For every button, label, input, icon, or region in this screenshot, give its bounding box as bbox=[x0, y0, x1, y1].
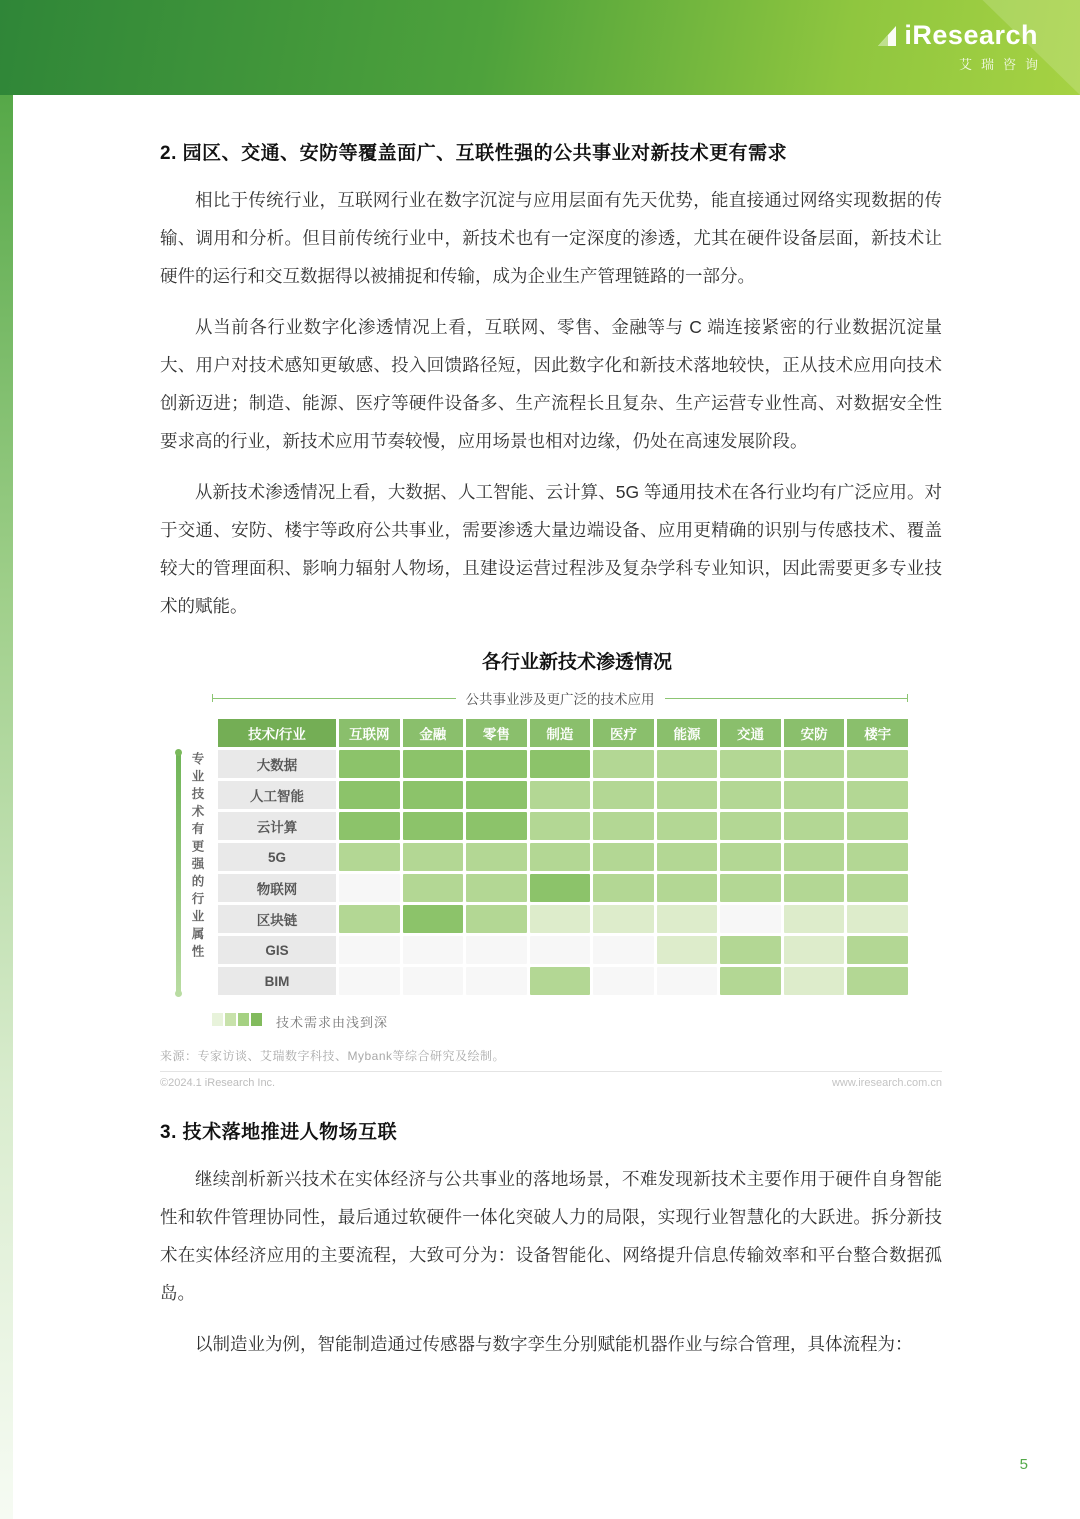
heatmap-cell bbox=[784, 781, 845, 809]
heatmap-row-header: 云计算 bbox=[218, 812, 336, 840]
heatmap-cell bbox=[720, 874, 781, 902]
heatmap-cell bbox=[403, 812, 464, 840]
heatmap-cell bbox=[593, 843, 654, 871]
heatmap-cell bbox=[593, 812, 654, 840]
heatmap-cell bbox=[720, 812, 781, 840]
heatmap-cell bbox=[339, 812, 400, 840]
heatmap-cell bbox=[530, 936, 591, 964]
heatmap-cell bbox=[784, 843, 845, 871]
side-axis-label: 专业技术有更强的行业属性 bbox=[190, 752, 204, 962]
heatmap-row-header: GIS bbox=[218, 936, 336, 964]
heatmap-cell bbox=[466, 843, 527, 871]
heatmap-cell bbox=[847, 843, 908, 871]
heatmap-cell bbox=[720, 967, 781, 995]
heatmap-cell bbox=[593, 874, 654, 902]
iresearch-logo bbox=[876, 20, 1047, 73]
bracket-label: 公共事业涉及更广泛的技术应用 bbox=[465, 692, 655, 707]
heatmap-cell bbox=[784, 936, 845, 964]
figure-copyright: ©2024.1 iResearch Inc. bbox=[160, 1077, 276, 1089]
figure-side-axis bbox=[176, 716, 206, 998]
page-content bbox=[160, 138, 942, 1376]
heatmap-cell bbox=[466, 874, 527, 902]
heatmap-cell bbox=[530, 781, 591, 809]
heatmap-cell bbox=[847, 936, 908, 964]
heatmap-column-header: 能源 bbox=[657, 719, 718, 747]
heatmap-cell bbox=[657, 936, 718, 964]
page-number: 5 bbox=[1019, 1456, 1028, 1473]
heatmap-cell bbox=[784, 967, 845, 995]
heatmap-cell bbox=[339, 967, 400, 995]
figure-website: www.iresearch.com.cn bbox=[831, 1077, 942, 1089]
heatmap-cell bbox=[593, 967, 654, 995]
heatmap-cell bbox=[339, 781, 400, 809]
heatmap-cell bbox=[403, 936, 464, 964]
heatmap-cell bbox=[530, 874, 591, 902]
heatmap-cell bbox=[784, 750, 845, 778]
heatmap-cell bbox=[657, 874, 718, 902]
heatmap-cell bbox=[530, 905, 591, 933]
heatmap-row-header: 大数据 bbox=[218, 750, 336, 778]
heatmap-cell bbox=[403, 874, 464, 902]
heatmap-cell bbox=[657, 843, 718, 871]
heatmap-cell bbox=[784, 874, 845, 902]
heatmap-cell bbox=[403, 967, 464, 995]
heatmap-cell bbox=[720, 936, 781, 964]
heatmap-cell bbox=[530, 843, 591, 871]
heatmap-row-header: BIM bbox=[218, 967, 336, 995]
heatmap-cell bbox=[466, 750, 527, 778]
heatmap-cell bbox=[339, 750, 400, 778]
legend-swatches bbox=[212, 1013, 264, 1031]
heatmap-cell bbox=[403, 750, 464, 778]
heatmap-column-header: 交通 bbox=[720, 719, 781, 747]
figure-top-bracket bbox=[212, 688, 908, 708]
section-2-paragraph-1: 相比于传统行业，互联网行业在数字沉淀与应用层面有先天优势，能直接通过网络实现数据的传输、调用和分析。但目前传统行业中，新技术也有一定深度的渗透，尤其在硬件设备层面，新技术让硬件的运行和交互数据得以被捕捉和传输，成为企业生产管理链路的一部分。 bbox=[160, 190, 942, 286]
heatmap-legend bbox=[212, 1012, 942, 1031]
heatmap-column-header: 安防 bbox=[784, 719, 845, 747]
figure-title: 各行业新技术渗透情况 bbox=[481, 652, 672, 673]
figure-tech-penetration bbox=[160, 647, 942, 1089]
bracket-left-line bbox=[213, 698, 456, 699]
section-2-heading: 2. 园区、交通、安防等覆盖面广、互联性强的公共事业对新技术更有需求 bbox=[160, 143, 788, 164]
heatmap-cell bbox=[466, 967, 527, 995]
figure-divider bbox=[160, 1071, 942, 1072]
figure-source: 来源：专家访谈、艾瑞数字科技、Mybank等综合研究及绘制。 bbox=[160, 1049, 506, 1063]
heatmap-column-header: 制造 bbox=[530, 719, 591, 747]
heatmap-cell bbox=[593, 781, 654, 809]
heatmap-cell bbox=[847, 967, 908, 995]
heatmap-cell bbox=[720, 781, 781, 809]
logo-text: iResearch bbox=[904, 20, 1038, 50]
heatmap-column-header: 楼宇 bbox=[847, 719, 908, 747]
legend-label: 技术需求由浅到深 bbox=[276, 1015, 389, 1030]
heatmap-cell bbox=[466, 905, 527, 933]
header-band bbox=[0, 0, 1080, 95]
section-3-paragraph-1: 继续剖析新兴技术在实体经济与公共事业的落地场景，不难发现新技术主要作用于硬件自身智能性和软件管理协同性，最后通过软硬件一体化突破人力的局限，实现行业智慧化的大跃进。拆分新技术在实体经济应用的主要流程，大致可分为：设备智能化、网络提升信息传输效率和平台整合数据孤岛。 bbox=[160, 1169, 942, 1303]
heatmap-cell bbox=[657, 812, 718, 840]
heatmap-cell bbox=[466, 781, 527, 809]
heatmap-cell bbox=[657, 750, 718, 778]
heatmap-cell bbox=[847, 781, 908, 809]
heatmap-cell bbox=[784, 812, 845, 840]
heatmap-cell bbox=[720, 750, 781, 778]
legend-swatch bbox=[251, 1013, 262, 1026]
heatmap-cell bbox=[720, 905, 781, 933]
heatmap-cell bbox=[466, 936, 527, 964]
heatmap-cell bbox=[530, 750, 591, 778]
heatmap-row-header: 物联网 bbox=[218, 874, 336, 902]
section-3-paragraph-2: 以制造业为例，智能制造通过传感器与数字孪生分别赋能机器作业与综合管理，具体流程为： bbox=[195, 1334, 913, 1354]
heatmap-row-header: 人工智能 bbox=[218, 781, 336, 809]
heatmap-cell bbox=[657, 967, 718, 995]
heatmap-cell bbox=[847, 905, 908, 933]
heatmap-column-header: 金融 bbox=[403, 719, 464, 747]
heatmap-cell bbox=[847, 874, 908, 902]
side-axis-line bbox=[176, 752, 181, 994]
bracket-right-tick bbox=[907, 694, 908, 702]
bracket-right-line bbox=[665, 698, 908, 699]
heatmap-cell bbox=[339, 936, 400, 964]
heatmap-cell bbox=[530, 812, 591, 840]
legend-swatch bbox=[238, 1013, 249, 1026]
section-3-heading: 3. 技术落地推进人物场互联 bbox=[160, 1122, 398, 1143]
heatmap-cell bbox=[339, 843, 400, 871]
legend-swatch bbox=[212, 1013, 223, 1026]
heatmap-cell bbox=[593, 936, 654, 964]
section-2-paragraph-3: 从新技术渗透情况上看，大数据、人工智能、云计算、5G 等通用技术在各行业均有广泛应用。对于交通、安防、楼宇等政府公共事业，需要渗透大量边端设备、应用更精确的识别与传感技术、覆盖较大的管理面积、影响力辐射人物场，且建设运营过程涉及复杂学科专业知识，因此需要更多专业技术的赋能。 bbox=[160, 482, 942, 616]
section-2-paragraph-2: 从当前各行业数字化渗透情况上看，互联网、零售、金融等与 C 端连接紧密的行业数据沉淀量大、用户对技术感知更敏感、投入回馈路径短，因此数字化和新技术落地较快，正从技术应用向技术创新迈进；制造、能源、医疗等硬件设备多、生产流程长且复杂、生产运营专业性高、对数据安全性要求高的行业，新技术应用节奏较慢，应用场景也相对边缘，仍处在高速发展阶段。 bbox=[160, 317, 942, 451]
heatmap-column-header: 医疗 bbox=[593, 719, 654, 747]
heatmap-cell bbox=[657, 781, 718, 809]
heatmap-corner-header: 技术/行业 bbox=[218, 719, 336, 747]
heatmap-cell bbox=[403, 843, 464, 871]
heatmap-cell bbox=[403, 781, 464, 809]
heatmap-cell bbox=[593, 750, 654, 778]
figure-footer bbox=[160, 1077, 942, 1089]
heatmap-cell bbox=[593, 905, 654, 933]
heatmap-cell bbox=[657, 905, 718, 933]
heatmap-cell bbox=[847, 812, 908, 840]
heatmap-cell bbox=[339, 905, 400, 933]
iresearch-leaf-icon bbox=[876, 24, 898, 48]
heatmap-cell bbox=[847, 750, 908, 778]
heatmap-table bbox=[215, 716, 911, 998]
heatmap-cell bbox=[530, 967, 591, 995]
heatmap-cell bbox=[720, 843, 781, 871]
heatmap-cell bbox=[466, 812, 527, 840]
heatmap-row-header: 区块链 bbox=[218, 905, 336, 933]
left-accent-strip bbox=[0, 95, 13, 1519]
heatmap-cell bbox=[339, 874, 400, 902]
heatmap-cell bbox=[784, 905, 845, 933]
legend-swatch bbox=[225, 1013, 236, 1026]
logo-subtitle: 艾瑞咨询 bbox=[958, 57, 1047, 72]
heatmap-column-header: 零售 bbox=[466, 719, 527, 747]
heatmap-column-header: 互联网 bbox=[339, 719, 400, 747]
heatmap-cell bbox=[403, 905, 464, 933]
heatmap-row-header: 5G bbox=[218, 843, 336, 871]
